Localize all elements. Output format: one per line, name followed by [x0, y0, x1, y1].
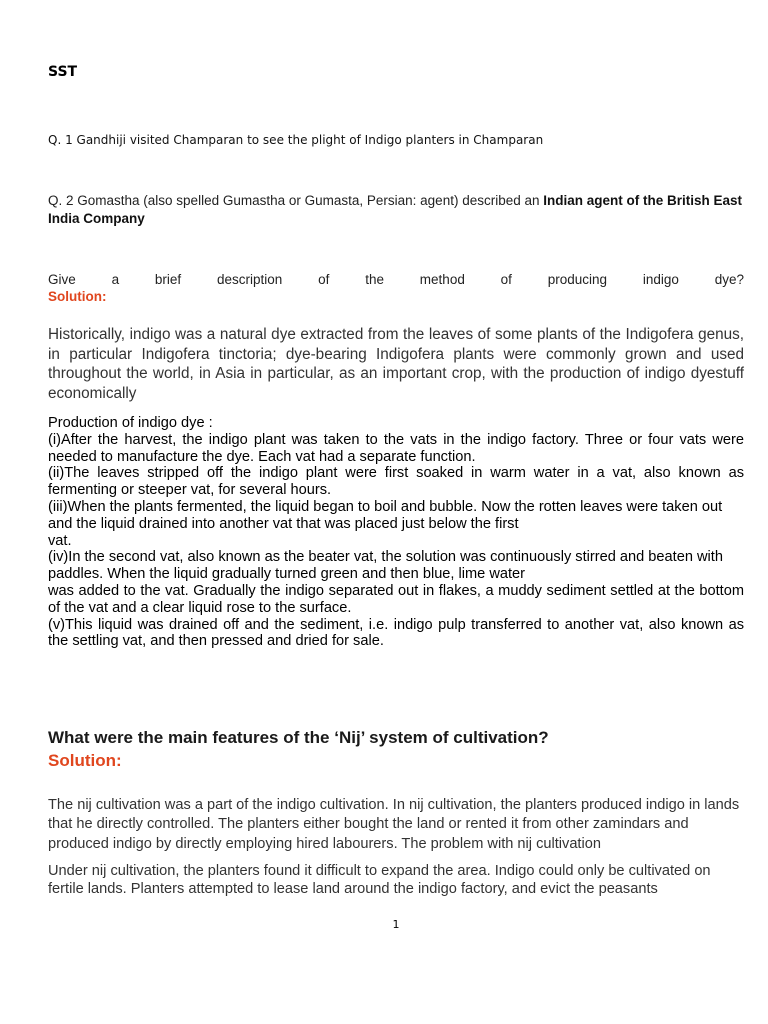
subject-heading: SST: [48, 64, 78, 80]
question-2: [48, 192, 744, 228]
question-2-bold-answer: Indian agent of the British East India Company: [48, 193, 743, 226]
document-page: [48, 0, 744, 1024]
question-1: Q. 1 Gandhiji visited Champaran to see the plight of Indigo planters in Champaran: [48, 133, 544, 147]
question-2-text: Q. 2 Gomastha (also spelled Gumastha or Gumasta, Persian: agent) described an: [48, 193, 544, 208]
nij-solution-label: Solution:: [48, 751, 122, 770]
production-step: (iv)In the second vat, also known as the beater vat, the solution was continuously stirred and beaten with paddles. When the liquid gradually turned green and then blue, lime water: [48, 549, 723, 583]
nij-paragraph-1: The nij cultivation was a part of the indigo cultivation. In nij cultivation, the planters produced indigo in lands that he directly controlled. The planters either bought the land or rented it from other zamindars and produced indigo by directly employing hired labourers. The problem with nij cultivation: [48, 797, 740, 852]
production-step: (iii)When the plants fermented, the liquid began to boil and bubble. Now the rotten leaves were taken out and the liquid drained into another vat that was placed just below the first: [48, 498, 723, 532]
production-heading: Production of indigo dye :: [48, 415, 213, 431]
production-step: vat.: [48, 532, 72, 549]
production-step: was added to the vat. Gradually the indigo separated out in flakes, a muddy sediment settled at the bottom of the vat and a clear liquid rose to the surface.: [48, 582, 744, 616]
nij-paragraph-2: Under nij cultivation, the planters found it difficult to expand the area. Indigo could only be cultivated on fertile lands. Planters attempted to lease land around the indigo factory, and evict the peasants: [48, 863, 711, 897]
solution-label: Solution:: [48, 289, 107, 304]
history-paragraph: Historically, indigo was a natural dye extracted from the leaves of some plants of the Indigofera genus, in particular Indigofera tinctoria; dye-bearing Indigofera plants were commonly grown and used throughout the world, in Asia in particular, as an important crop, with the production of indigo dyestuff economically: [48, 326, 744, 402]
production-step: (i)After the harvest, the indigo plant was taken to the vats in the indigo factory. Three or four vats were needed to manufacture the dye. Each vat had a separate function.: [48, 431, 744, 465]
question-3: Give a brief description of the method of producing indigo dye?: [48, 272, 744, 287]
production-steps: [48, 415, 744, 650]
production-step: (v)This liquid was drained off and the sediment, i.e. indigo pulp transferred to another vat, also known as the settling vat, and then pressed and dried for sale.: [48, 616, 744, 650]
nij-question: What were the main features of the ‘Nij’ system of cultivation?: [48, 728, 549, 747]
page-number: 1: [392, 918, 400, 931]
production-step: (ii)The leaves stripped off the indigo plant were first soaked in warm water in a vat, also known as fermenting or steeper vat, for several hours.: [48, 465, 744, 499]
